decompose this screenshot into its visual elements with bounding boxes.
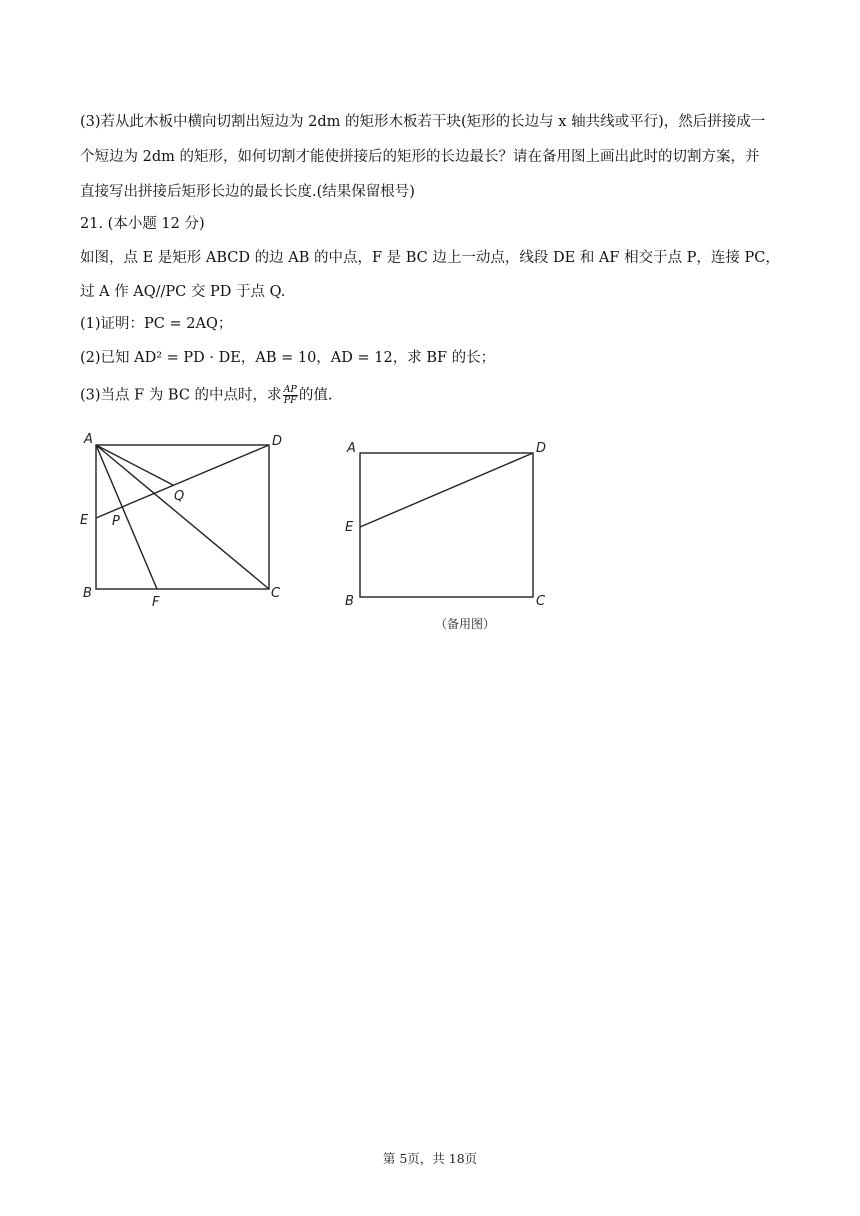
figure2-segment-ed (360, 453, 533, 527)
figure2-label-a: A (347, 441, 356, 456)
figure2-label-c: C (536, 594, 546, 609)
q21-heading: 21. (本小题 12 分) (80, 216, 205, 232)
q20-part3-line2: 个短边为 2dm 的矩形，如何切割才能使拼接后的矩形的长边最长？请在备用图上画出此时的切割方案，并 (80, 149, 760, 165)
figure1-label-d: D (272, 434, 283, 449)
figure1-label-b: B (83, 586, 92, 601)
figure1-segment-af (96, 445, 157, 589)
q21-stem-line2: 过 A 作 AQ//PC 交 PD 于点 Q. (80, 284, 286, 300)
q20-part3-line3: 直接写出拼接后矩形长边的最长长度.(结果保留根号) (80, 184, 415, 200)
q21-part2: (2)已知 AD² = PD · DE，AB = 10，AD = 12，求 BF 的长； (80, 350, 496, 366)
q21-part3-fraction (283, 385, 298, 406)
figure1-label-q: Q (174, 489, 185, 504)
figure1-diagram (70, 425, 300, 615)
figure2-caption: （备用图） (434, 617, 495, 631)
q21-part3 (80, 385, 790, 406)
figure1-label-e: E (80, 513, 89, 528)
figure1-label-f: F (152, 595, 160, 610)
figure2-label-b: B (345, 594, 354, 609)
figure2-diagram (335, 430, 565, 615)
figure1-segment-aq (96, 445, 173, 485)
figure1-label-p: P (112, 514, 120, 529)
fraction-numerator: AP (283, 384, 297, 395)
figure2-label-e: E (345, 520, 354, 535)
q21-part3-suffix: 的值. (298, 387, 333, 404)
page-footer: 第 5页，共 18页 (382, 1151, 478, 1166)
figure1-segment-ed (96, 445, 269, 518)
figure1-label-c: C (271, 586, 281, 601)
figure2-rectangle-abcd (360, 453, 533, 597)
q20-part3-line1: (3)若从此木板中横向切割出短边为 2dm 的矩形木板若干块(矩形的长边与 x 轴共线或平行)，然后拼接成一 (80, 114, 766, 130)
figure2-label-d: D (536, 441, 547, 456)
fraction-denominator: PF (283, 395, 297, 406)
figure1-segment-ac (96, 445, 269, 589)
figure1-label-a: A (84, 432, 93, 447)
q21-stem-line1: 如图，点 E 是矩形 ABCD 的边 AB 的中点，F 是 BC 边上一动点，线段 DE 和 AF 相交于点 P，连接 PC， (80, 250, 780, 266)
q21-part1: (1)证明：PC = 2AQ； (80, 316, 233, 332)
q21-part3-prefix: (3)当点 F 为 BC 的中点时，求 (80, 387, 282, 404)
